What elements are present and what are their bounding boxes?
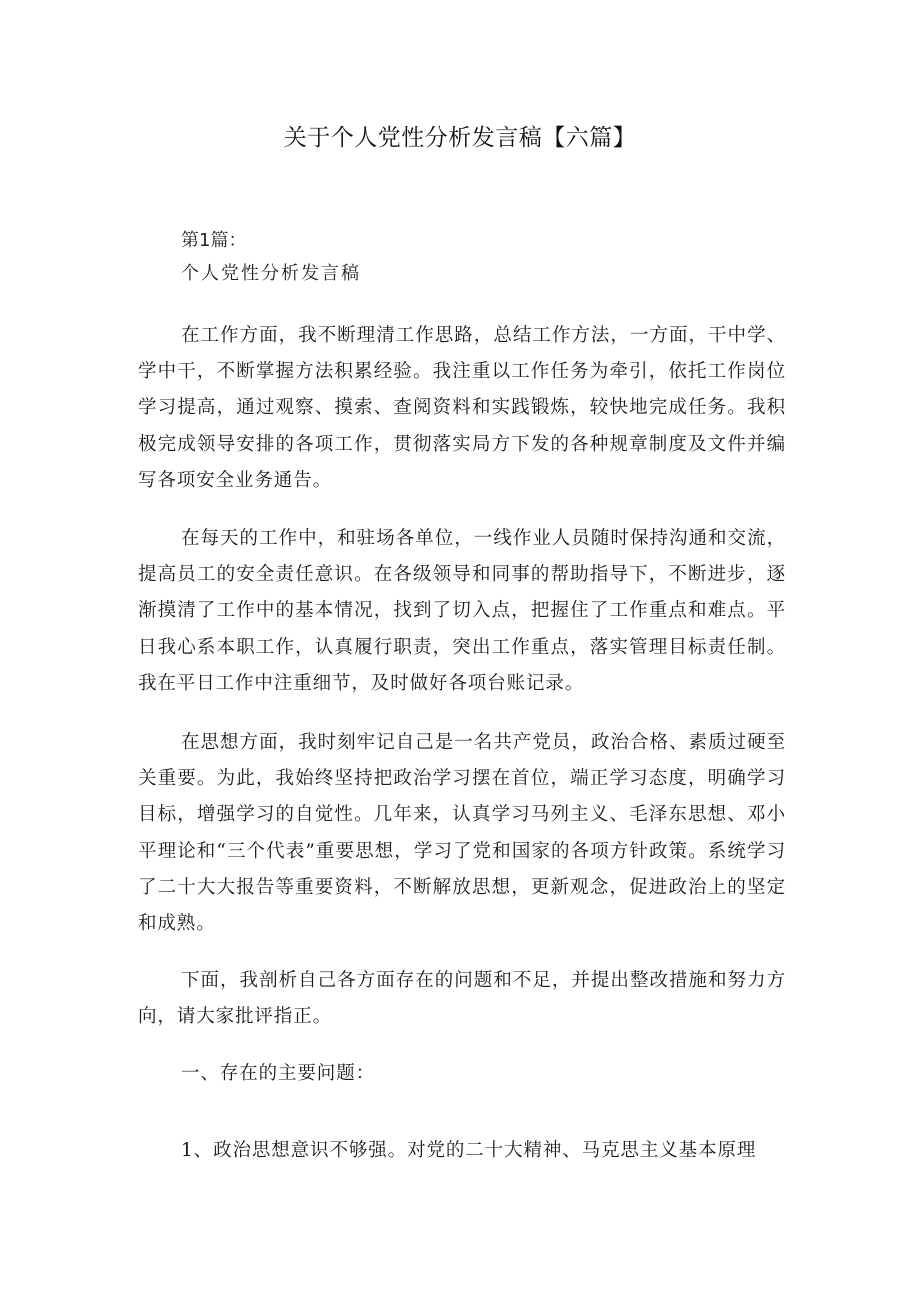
paragraph-problem-1: 1、政治思想意识不够强。对党的二十大精神、马克思主义基本原理 [181, 1140, 757, 1161]
part-label: 第1篇： [181, 230, 247, 251]
paragraph-thought: 在思想方面，我时刻牢记自己是一名共产党员，政治合格、素质过硬至关重要。为此，我始终坚持把政治学习摆在首位，端正学习态度，明确学习目标，增强学习的自觉性。几年来，认真学习马列主义、毛泽东思想、邓小平理论和“三个代表”重要思想，学习了党和国家的各项方针政策。系统学习了二十大大报告等重要资料，不断解放思想，更新观念，促进政治上的坚定和成熟。 [138, 732, 786, 935]
paragraph-work: 在工作方面，我不断理清工作思路，总结工作方法，一方面，干中学、学中干，不断掌握方法积累经验。我注重以工作任务为牵引，依托工作岗位学习提高，通过观察、摸索、查阅资料和实践锻炼，较快地完成任务。我积极完成领导安排的各项工作，贯彻落实局方下发的各种规章制度及文件并编写各项安全业务通告。 [138, 325, 786, 491]
section-heading-problems: 一、存在的主要问题： [181, 1063, 376, 1084]
part-title: 个人党性分析发言稿 [181, 263, 361, 284]
paragraph-daily-work: 在每天的工作中，和驻场各单位，一线作业人员随时保持沟通和交流，提高员工的安全责任意识。在各级领导和同事的帮助指导下，不断进步，逐渐摸清了工作中的基本情况，找到了切入点，把握住了工作重点和难点。平日我心系本职工作，认真履行职责，突出工作重点，落实管理目标责任制。我在平日工作中注重细节，及时做好各项台账记录。 [138, 528, 786, 694]
document-title: 关于个人党性分析发言稿【六篇】 [283, 125, 637, 151]
paragraph-self-analysis: 下面，我剖析自己各方面存在的问题和不足，并提出整改措施和努力方向，请大家批评指正。 [138, 970, 786, 1028]
